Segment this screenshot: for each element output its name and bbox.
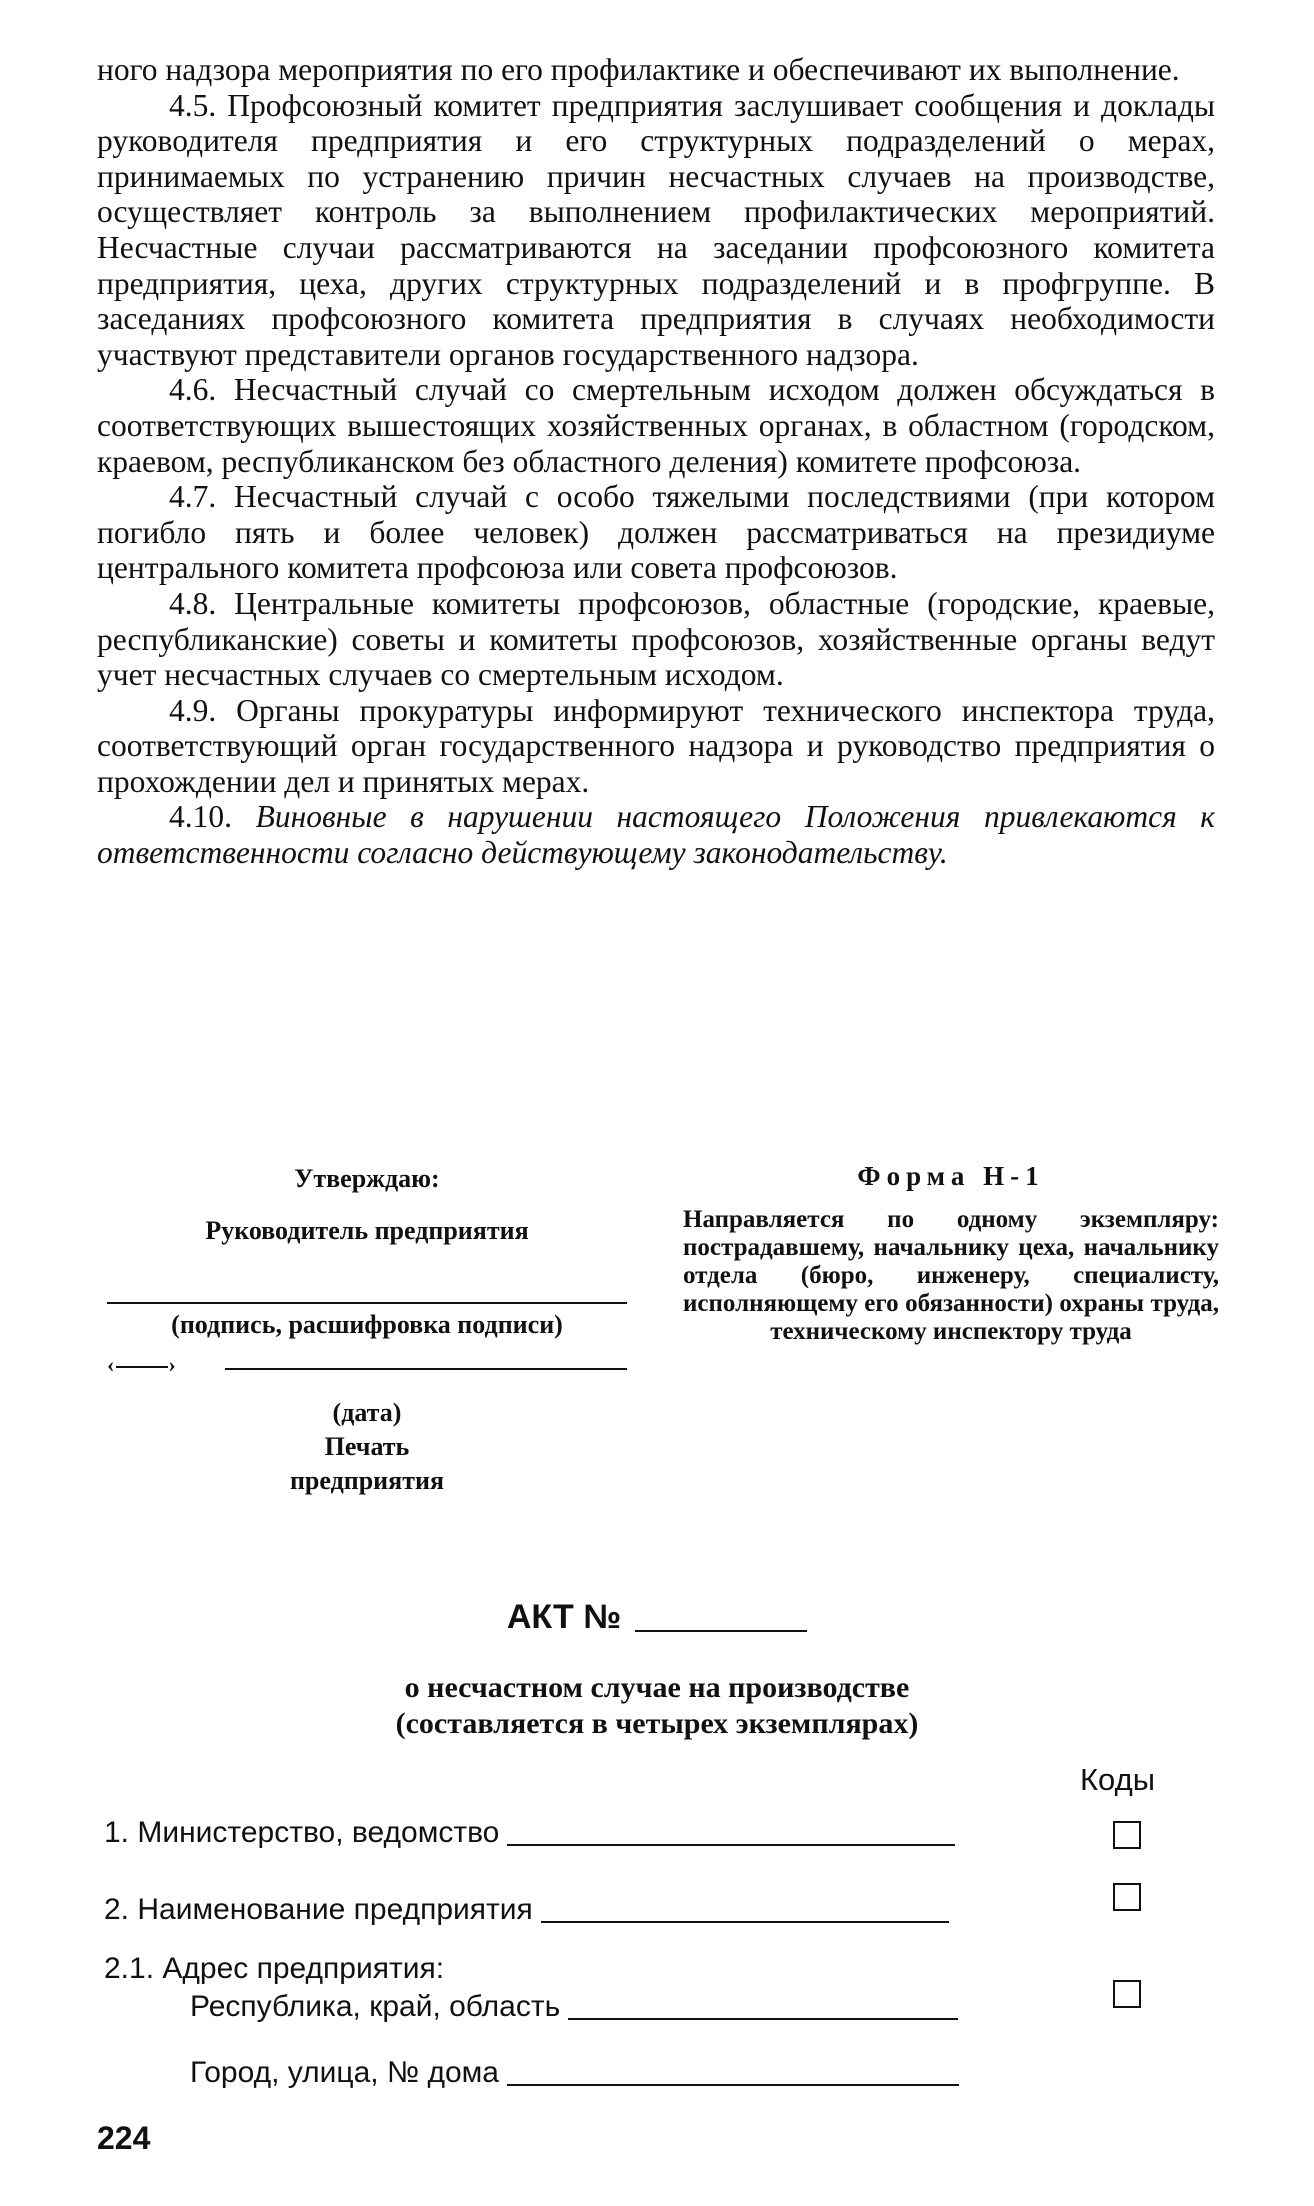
field-fill-line[interactable] — [507, 1844, 955, 1846]
act-title: АКТ № — [506, 1598, 622, 1636]
form-info-block — [683, 1162, 1219, 1346]
field-city-street — [190, 2056, 959, 2090]
paragraph-text: Профсоюзный комитет предприятия заслушивает сообщения и доклады руководителя предприятия и его структурных подразделений о мерах, принимаемых по устранению причин несчастных случаев на производстве, осуществляет контроль за выполнением профилактических мероприятий. Несчастные случаи рассматриваются на заседании профсоюзного комитета предприятия, цеха, других структурных подразделений и в профгруппе. В заседаниях профсоюзного комитета предприятия в случаях необходимости участвуют представители органов государственного надзора. — [97, 87, 1216, 372]
act-subtitle — [0, 1670, 1314, 1742]
date-line — [97, 1352, 637, 1382]
date-quotes: ‹ › — [107, 1352, 178, 1377]
approval-position: Руководитель предприятия — [205, 1216, 529, 1245]
signature-caption: (подпись, расшифровка подписи) — [171, 1310, 563, 1339]
signature-line — [107, 1302, 627, 1304]
paragraph-number: 4.10. — [169, 799, 232, 835]
approval-title: Утверждаю: — [294, 1164, 440, 1193]
field-address-heading — [104, 1952, 452, 1986]
paragraph-number: 4.7. — [169, 479, 217, 515]
form-description: Направляется по одному экземпляру: пострадавшему, начальнику цеха, начальнику отдела (бюро, инженеру, специалисту, исполняющему его обязанности) охраны труда, техническому инспектору труда — [683, 1206, 1219, 1345]
paragraph-4-9 — [97, 693, 1215, 800]
date-fill-line — [225, 1368, 627, 1370]
field-fill-line[interactable] — [541, 1921, 949, 1923]
paragraph-text: Несчастный случай со смертельным исходом должен обсуждаться в соответствующих вышестоящих хозяйственных органах, в областном (городском, краевом, республиканском без областного деления) комитете профсоюза. — [97, 372, 1215, 479]
field-ministry — [104, 1816, 955, 1850]
stamp-label-line1: Печать — [324, 1432, 410, 1461]
paragraph-number: 4.6. — [169, 372, 217, 408]
field-region — [190, 1990, 958, 2024]
code-box[interactable] — [1113, 1980, 1141, 2008]
field-label: 2. Наименование предприятия — [104, 1893, 533, 1926]
paragraph-text: Центральные комитеты профсоюзов, областные (городские, краевые, республиканские) советы и комитеты профсоюзов, хозяйственные органы ведут учет несчастных случаев со смертельным исходом. — [97, 585, 1216, 693]
paragraph-number: 4.5. — [169, 87, 217, 123]
paragraph-4-6 — [97, 372, 1215, 479]
page-number: 224 — [97, 2120, 151, 2156]
act-title-row — [0, 1598, 1314, 1637]
approval-block — [97, 1162, 637, 1498]
field-label: Республика, край, область — [190, 1990, 561, 2023]
regulation-text — [97, 52, 1215, 871]
paragraph-text: Органы прокуратуры информируют технического инспектора труда, соответствующий орган государственного надзора и руководство предприятия о прохождении дел и принятых мерах. — [97, 692, 1216, 799]
act-subtitle-line1: о несчастном случае на производстве — [404, 1671, 910, 1704]
field-enterprise-name — [104, 1893, 949, 1927]
paragraph-continuation — [97, 52, 1215, 88]
code-box[interactable] — [1113, 1883, 1141, 1911]
form-title: Форма Н-1 — [857, 1161, 1045, 1191]
paragraph-4-8 — [97, 586, 1215, 693]
paragraph-4-10 — [97, 799, 1215, 870]
paragraph-4-5 — [97, 88, 1215, 373]
field-label: 2.1. Адрес предприятия: — [104, 1952, 445, 1985]
paragraph-number: 4.8. — [169, 585, 217, 621]
stamp-label-line2: предприятия — [289, 1466, 445, 1495]
paragraph-number: 4.9. — [169, 692, 217, 728]
act-subtitle-line2: (составляется в четырех экземплярах) — [395, 1707, 919, 1740]
field-label: 1. Министерство, ведомство — [104, 1816, 500, 1849]
codes-header: Коды — [1080, 1762, 1155, 1797]
act-number-line — [635, 1630, 807, 1632]
paragraph-text: Виновные в нарушении настоящего Положения привлекаются к ответственности согласно действующему законодательству. — [97, 799, 1216, 871]
date-caption: (дата) — [332, 1398, 402, 1427]
paragraph-4-7 — [97, 479, 1215, 586]
field-label: Город, улица, № дома — [190, 2056, 499, 2089]
field-fill-line[interactable] — [568, 2018, 958, 2020]
paragraph-text: ного надзора мероприятия по его профилактике и обеспечивают их выполнение. — [97, 52, 1180, 87]
field-fill-line[interactable] — [507, 2084, 959, 2086]
code-box[interactable] — [1113, 1821, 1141, 1849]
paragraph-text: Несчастный случай с особо тяжелыми последствиями (при котором погибло пять и более человек) должен рассматриваться на президиуме центрального комитета профсоюза или совета профсоюзов. — [97, 479, 1216, 586]
